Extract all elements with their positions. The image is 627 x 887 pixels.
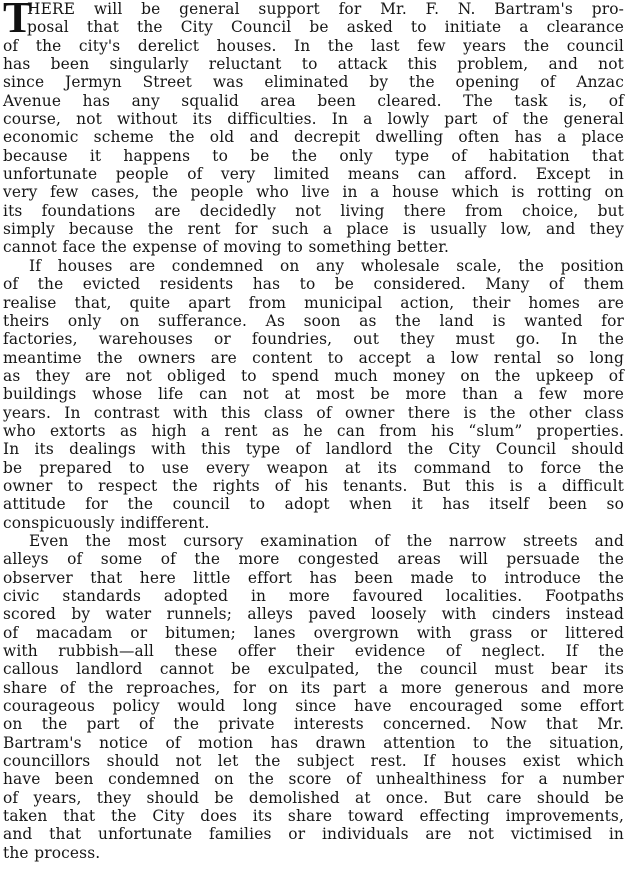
text-line: be prepared to use every weapon at its command to force the bbox=[3, 458, 624, 477]
text-line: have been condemned on the score of unhealthiness for a number bbox=[3, 770, 624, 789]
text-line: In its dealings with this type of landlord the City Council should bbox=[3, 440, 624, 459]
text-line: simply because the rent for such a place is usually low, and they bbox=[3, 220, 624, 239]
text-line: posal that the City Council be asked to initiate a clearance bbox=[27, 18, 624, 37]
text-line: If houses are condemned on any wholesale scale, the position bbox=[29, 256, 624, 275]
text-line: Even the most cursory examination of the narrow streets and bbox=[29, 531, 624, 550]
paragraph bbox=[3, 0, 624, 257]
text-line: its foundations are decidedly not living there from choice, but bbox=[3, 201, 624, 220]
text-line: of the evicted residents has to be considered. Many of them bbox=[3, 275, 624, 294]
text-line: meantime the owners are content to accept a low rental so long bbox=[3, 348, 624, 367]
article-body bbox=[3, 0, 624, 862]
paragraph bbox=[3, 532, 624, 862]
text-line: courageous policy would long since have encouraged some effort bbox=[3, 697, 624, 716]
text-line: has been singularly reluctant to attack this problem, and not bbox=[3, 55, 624, 74]
text-line: cannot face the expense of moving to something better. bbox=[3, 238, 450, 257]
text-line: taken that the City does its share toward effecting improvements, bbox=[3, 807, 624, 826]
text-line: unfortunate people of very limited means can afford. Except in bbox=[3, 165, 624, 184]
text-line: owner to respect the rights of his tenants. But this is a difficult bbox=[3, 476, 624, 495]
text-line: of macadam or bitumen; lanes overgrown with grass or littered bbox=[3, 623, 624, 642]
text-line: with rubbish—all these offer their evidence of neglect. If the bbox=[3, 642, 624, 661]
text-line: HERE will be general support for Mr. F. N. Bartram's pro- bbox=[27, 0, 624, 18]
text-line: alleys of some of the more congested areas will persuade the bbox=[3, 550, 624, 569]
text-line: of years, they should be demolished at once. But care should be bbox=[3, 788, 624, 807]
text-line: Bartram's notice of motion has drawn attention to the situation, bbox=[3, 733, 624, 752]
text-line: theirs only on sufferance. As soon as the land is wanted for bbox=[3, 311, 624, 330]
text-line: conspicuously indifferent. bbox=[3, 513, 210, 532]
text-line: attitude for the council to adopt when it has itself been so bbox=[3, 495, 624, 514]
text-line: years. In contrast with this class of owner there is the other class bbox=[3, 403, 624, 422]
text-line: the process. bbox=[3, 843, 101, 862]
text-line: on the part of the private interests concerned. Now that Mr. bbox=[3, 715, 624, 734]
text-line: councillors should not let the subject rest. If houses exist which bbox=[3, 752, 624, 771]
text-line: share of the reproaches, for on its part a more generous and more bbox=[3, 678, 624, 697]
text-line: realise that, quite apart from municipal action, their homes are bbox=[3, 293, 624, 312]
text-line: observer that here little effort has been made to introduce the bbox=[3, 568, 624, 587]
drop-cap: T bbox=[3, 0, 33, 42]
text-line: civic standards adopted in more favoured localities. Footpaths bbox=[3, 587, 624, 605]
text-line: and that unfortunate families or individuals are not victimised in bbox=[3, 825, 624, 844]
text-line: Avenue has any squalid area been cleared. The task is, of bbox=[3, 91, 624, 110]
text-line: very few cases, the people who live in a house which is rotting on bbox=[3, 183, 624, 202]
text-line: because it happens to be the only type of habitation that bbox=[3, 146, 624, 165]
text-line: as they are not obliged to spend much money on the upkeep of bbox=[3, 366, 624, 385]
text-line: economic scheme the old and decrepit dwelling often has a place bbox=[3, 128, 624, 147]
text-line: scored by water runnels; alleys paved loosely with cinders instead bbox=[3, 605, 624, 624]
text-line: buildings whose life can not at most be more than a few more bbox=[3, 385, 624, 404]
paragraph bbox=[3, 257, 624, 532]
text-line: of the city's derelict houses. In the last few years the council bbox=[3, 36, 624, 55]
text-line: who extorts as high a rent as he can from his “slum” properties. bbox=[3, 421, 624, 440]
text-line: callous landlord cannot be exculpated, the council must bear its bbox=[3, 660, 624, 679]
text-line: since Jermyn Street was eliminated by the opening of Anzac bbox=[3, 73, 624, 92]
text-line: course, not without its difficulties. In a lowly part of the general bbox=[3, 110, 624, 129]
text-line: factories, warehouses or foundries, out they must go. In the bbox=[3, 330, 624, 349]
